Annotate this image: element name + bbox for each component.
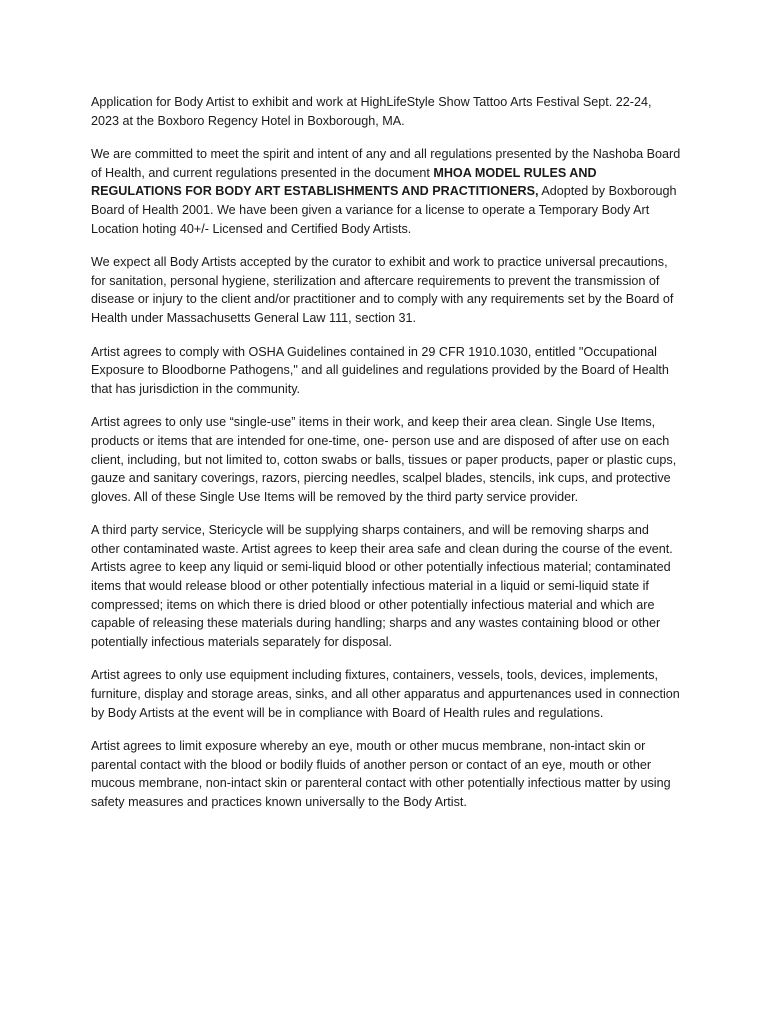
expectation-paragraph: We expect all Body Artists accepted by the curator to exhibit and work to practice universal precautions, for sanitation, personal hygiene, sterilization and aftercare requirements to prevent the transmission of disease or injury to the client and/or practitioner and to comply with any requirements set by the Board of Health under Massachusetts General Law 111, section 31. xyxy=(91,255,674,325)
single-use-paragraph: Artist agrees to only use “single-use” items in their work, and keep their area clean. Single Use Items, products or items that are intended for one-time, one- person use and are disposed of after use on each client, including, but not limited to, cotton swabs or balls, tissues or paper products, paper or plastic cups, gauze and sanitary coverings, razors, piercing needles, scalpel blades, stencils, ink cups, and protective gloves. All of these Single Use Items will be removed by the third party service provider. xyxy=(91,415,677,504)
commitment-text-after: Adopted by Boxborough Board of Health 2001. We have been given a variance for a license to operate a Temporary Body Art Location hoting 40+/- Licensed and Certified Body Artists. xyxy=(91,184,677,236)
commitment-document-title: MHOA MODEL RULES AND REGULATIONS FOR BODY ART ESTABLISHMENTS AND PRACTITIONERS, xyxy=(91,165,597,199)
intro-paragraph: Application for Body Artist to exhibit and work at HighLifeStyle Show Tattoo Arts Festival Sept. 22-24, 2023 at the Boxboro Regency Hotel in Boxborough, MA. xyxy=(91,95,652,128)
exposure-paragraph: Artist agrees to limit exposure whereby an eye, mouth or other mucus membrane, non-intact skin or parental contact with the blood or bodily fluids of another person or contact of an eye, mouth or other mucous membrane, non-intact skin or parenteral contact with other potentially infectious matter by using safety measures and practices known universally to the Body Artist. xyxy=(91,739,671,809)
equipment-paragraph: Artist agrees to only use equipment including fixtures, containers, vessels, tools, devices, implements, furniture, display and storage areas, sinks, and all other apparatus and appurtenances used in connection by Body Artists at the event will be in compliance with Board of Health rules and regulations. xyxy=(91,668,680,720)
commitment-paragraph xyxy=(91,145,681,238)
osha-paragraph: Artist agrees to comply with OSHA Guidelines contained in 29 CFR 1910.1030, entitled "Occupational Exposure to Bloodborne Pathogens," and all guidelines and regulations provided by the Board of Health that has jurisdiction in the community. xyxy=(91,344,669,396)
commitment-text-before: We are committed to meet the spirit and intent of any and all regulations presented by the Nashoba Board of Health, and current regulations presented in the document xyxy=(91,147,681,180)
document-body xyxy=(91,93,681,827)
third-party-paragraph: A third party service, Stericycle will be supplying sharps containers, and will be removing sharps and other contaminated waste. Artist agrees to keep their area safe and clean during the course of the event. Artists agree to keep any liquid or semi-liquid blood or other potentially infectious material; contaminated items that would release blood or other potentially infectious material in a liquid or semi-liquid state if compressed; items on which there is dried blood or other potentially infectious material and which are capable of releasing these materials during handling; sharps and any wastes containing blood or other potentially infectious materials separately for disposal. xyxy=(91,523,673,649)
